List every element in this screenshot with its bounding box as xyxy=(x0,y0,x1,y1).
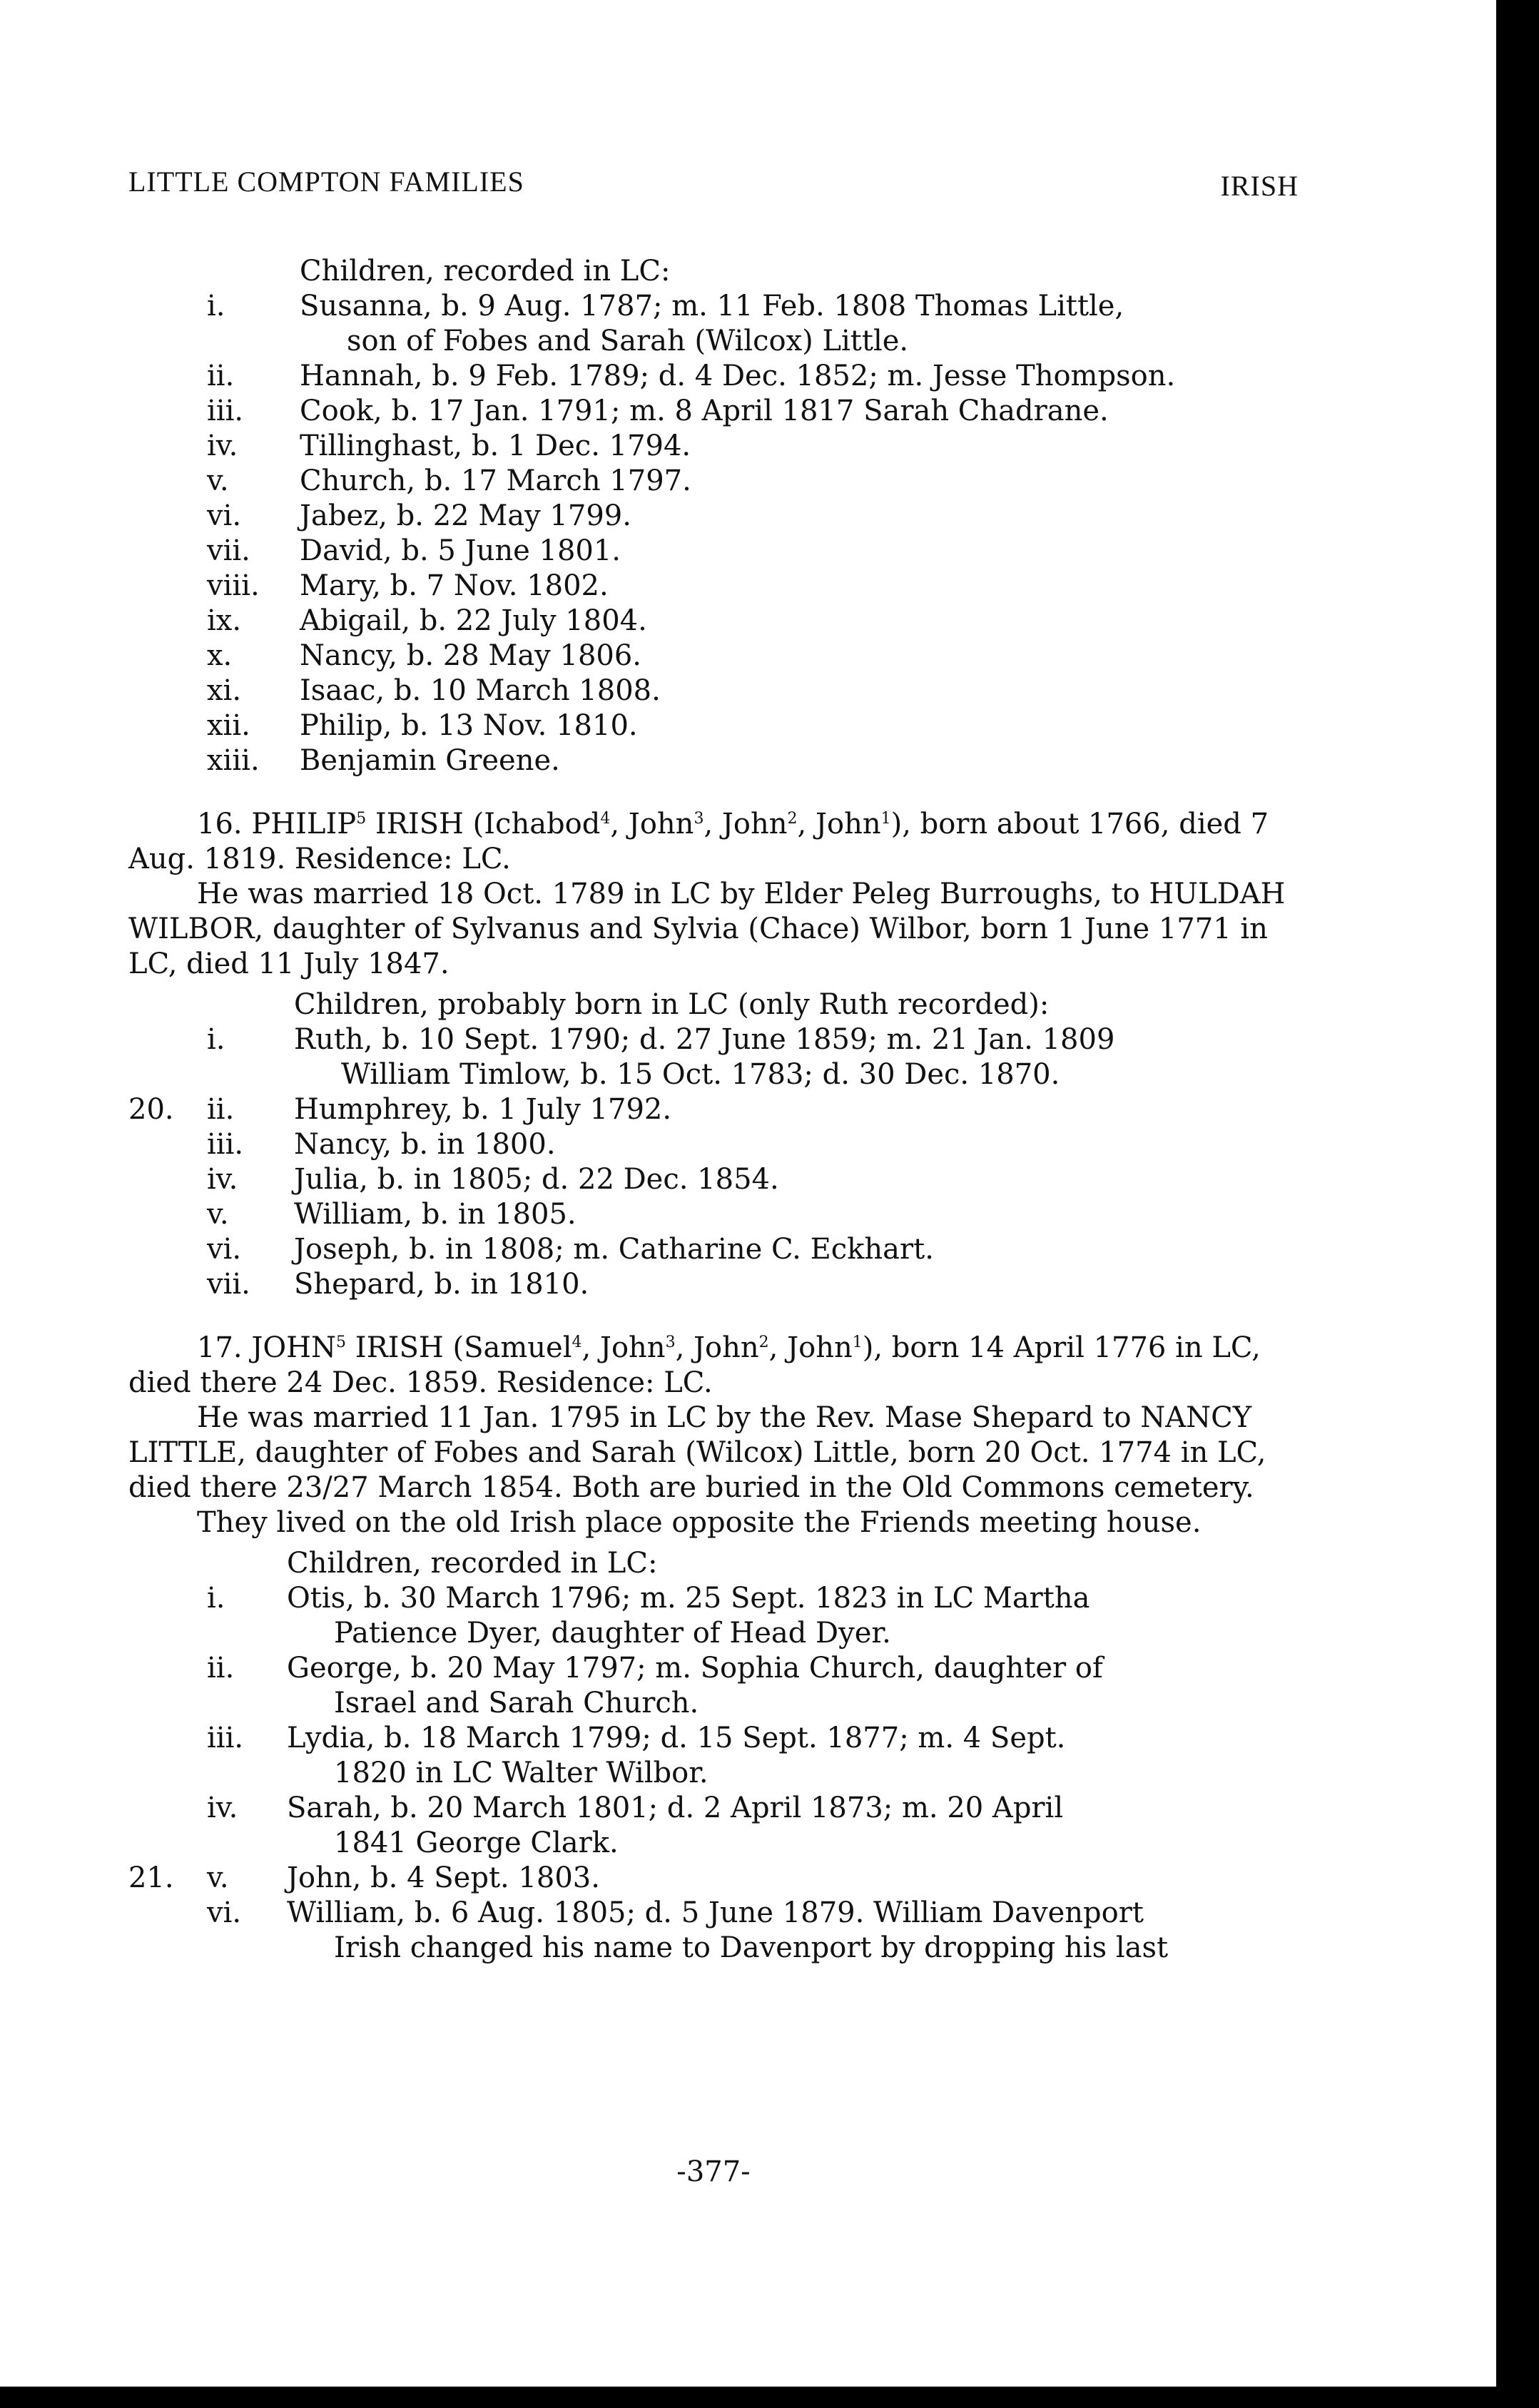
child-text-line: William Timlow, b. 15 Oct. 1783; d. 30 Dec. 1870. xyxy=(341,1058,1060,1091)
child-text-line: Church, b. 17 March 1797. xyxy=(300,464,691,497)
child-entry xyxy=(128,1651,1299,1721)
child-text-line: Jabez, b. 22 May 1799. xyxy=(300,499,631,532)
entry-text: , John xyxy=(675,1331,759,1364)
child-text xyxy=(300,569,1299,604)
child-roman-numeral: vi. xyxy=(207,499,242,532)
entry-text: IRISH (Ichabod xyxy=(366,808,601,840)
child-text-line: Mary, b. 7 Nov. 1802. xyxy=(300,569,609,602)
child-text-line: Abigail, b. 22 July 1804. xyxy=(300,604,647,637)
entry-text: , John xyxy=(581,1331,666,1364)
child-text xyxy=(300,289,1299,359)
child-entry xyxy=(128,743,1299,778)
child-text-line: son of Fobes and Sarah (Wilcox) Little. xyxy=(347,325,909,357)
generation-16-philip xyxy=(128,807,1299,1302)
scan-border-bottom xyxy=(0,2387,1539,2408)
child-text-line: Hannah, b. 9 Feb. 1789; d. 4 Dec. 1852; m. Jesse Thompson. xyxy=(300,360,1176,392)
entry-text: , John xyxy=(610,808,694,840)
child-entry xyxy=(128,1791,1299,1861)
gen-sup: 1 xyxy=(852,1333,863,1351)
child-roman-numeral: ii. xyxy=(207,360,235,392)
child-text-line: George, b. 20 May 1797; m. Sophia Church, daughter of xyxy=(287,1652,1103,1685)
gen-sup: 2 xyxy=(758,1333,769,1351)
child-roman-numeral: iv. xyxy=(207,1792,238,1824)
child-text-line: Ruth, b. 10 Sept. 1790; d. 27 June 1859; m. 21 Jan. 1809 xyxy=(294,1023,1115,1056)
child-roman-numeral: xii. xyxy=(207,709,250,742)
child-entry xyxy=(128,359,1299,394)
child-entry xyxy=(128,1127,1299,1162)
entry-heading xyxy=(128,807,1299,877)
document-page xyxy=(128,164,1299,2188)
child-text-line: Shepard, b. in 1810. xyxy=(294,1268,589,1301)
gen-sup: 5 xyxy=(356,810,367,828)
child-entry xyxy=(128,1092,1299,1127)
child-text xyxy=(300,464,1299,499)
child-text xyxy=(300,359,1299,394)
child-text-line: Julia, b. in 1805; d. 22 Dec. 1854. xyxy=(294,1163,779,1196)
entry-name: 17. JOHN xyxy=(197,1331,337,1364)
child-roman-numeral: iii. xyxy=(207,1722,244,1754)
gen-sup: 1 xyxy=(880,810,891,828)
child-roman-numeral: v. xyxy=(207,1861,229,1894)
child-roman-numeral: vii. xyxy=(207,1268,250,1301)
gen-sup: 5 xyxy=(336,1333,347,1351)
child-roman-numeral: i. xyxy=(207,1023,225,1056)
child-text xyxy=(300,499,1299,534)
child-roman-numeral: ii. xyxy=(207,1652,235,1685)
child-entry xyxy=(128,1861,1299,1896)
child-text-line: Otis, b. 30 March 1796; m. 25 Sept. 1823 in LC Martha xyxy=(287,1582,1090,1615)
child-roman-numeral: i. xyxy=(207,290,225,322)
header-surname: IRISH xyxy=(1220,170,1299,202)
child-text xyxy=(294,1022,1299,1092)
child-entry xyxy=(128,1232,1299,1267)
child-roman-numeral: ii. xyxy=(207,1093,235,1126)
child-text xyxy=(287,1581,1299,1651)
marriage-paragraph: He was married 18 Oct. 1789 in LC by Elder Peleg Burroughs, to HULDAH WILBOR, daughter of Sylvanus and Sylvia (Chace) Wilbor, born 1 June 1771 in LC, died 11 July 1847. xyxy=(128,878,1286,980)
running-header xyxy=(128,164,1299,214)
child-generation-number: 21. xyxy=(128,1861,174,1894)
gen-sup: 4 xyxy=(600,810,611,828)
child-text-line: Irish changed his name to Davenport by dropping his last xyxy=(334,1931,1169,1964)
child-entry xyxy=(128,1197,1299,1232)
child-roman-numeral: xiii. xyxy=(207,744,260,777)
child-text xyxy=(294,1197,1299,1232)
child-text-line: Benjamin Greene. xyxy=(300,744,560,777)
child-text-line: Sarah, b. 20 March 1801; d. 2 April 1873; m. 20 April xyxy=(287,1792,1064,1824)
gen-sup: 2 xyxy=(787,810,798,828)
child-text xyxy=(287,1896,1299,1966)
child-roman-numeral: iv. xyxy=(207,430,238,462)
entry-text: , John xyxy=(704,808,788,840)
child-text-line: William, b. in 1805. xyxy=(294,1198,577,1231)
child-text xyxy=(300,534,1299,569)
child-roman-numeral: iii. xyxy=(207,395,244,427)
child-text xyxy=(300,394,1299,429)
child-roman-numeral: i. xyxy=(207,1582,225,1615)
header-book-title: LITTLE COMPTON FAMILIES xyxy=(128,166,524,198)
child-roman-numeral: vi. xyxy=(207,1233,242,1266)
child-entry xyxy=(128,289,1299,359)
child-roman-numeral: x. xyxy=(207,639,233,672)
children-list-2 xyxy=(128,987,1299,1302)
child-text xyxy=(300,708,1299,743)
child-text-line: Lydia, b. 18 March 1799; d. 15 Sept. 1877; m. 4 Sept. xyxy=(287,1722,1066,1754)
child-roman-numeral: iii. xyxy=(207,1128,244,1161)
child-text-line: Cook, b. 17 Jan. 1791; m. 8 April 1817 Sarah Chadrane. xyxy=(300,395,1109,427)
children-intro: Children, recorded in LC: xyxy=(300,255,671,288)
child-text-line: 1820 in LC Walter Wilbor. xyxy=(334,1757,708,1789)
child-text xyxy=(287,1721,1299,1791)
child-text-line: Tillinghast, b. 1 Dec. 1794. xyxy=(300,430,691,462)
child-text xyxy=(294,1092,1299,1127)
child-text-line: Israel and Sarah Church. xyxy=(334,1687,699,1719)
children-list-3 xyxy=(128,1546,1299,1966)
children-list-1 xyxy=(128,254,1299,778)
children-intro: Children, probably born in LC (only Ruth recorded): xyxy=(294,988,1050,1021)
child-text-line: Nancy, b. 28 May 1806. xyxy=(300,639,642,672)
entry-text: ), born 14 April 1776 in LC, died there 24 Dec. 1859. Residence: LC. xyxy=(128,1331,1261,1399)
child-roman-numeral: v. xyxy=(207,464,229,497)
child-text-line: William, b. 6 Aug. 1805; d. 5 June 1879. William Davenport xyxy=(287,1896,1144,1929)
child-entry xyxy=(128,639,1299,674)
child-entry xyxy=(128,1162,1299,1197)
scan-border-right xyxy=(1496,0,1539,2408)
entry-text: , John xyxy=(768,1331,853,1364)
child-text xyxy=(300,639,1299,674)
child-text-line: Patience Dyer, daughter of Head Dyer. xyxy=(334,1617,891,1650)
child-text-line: Joseph, b. in 1808; m. Catharine C. Eckhart. xyxy=(294,1233,934,1266)
child-text-line: John, b. 4 Sept. 1803. xyxy=(287,1861,600,1894)
gen-sup: 3 xyxy=(694,810,704,828)
generation-17-john xyxy=(128,1331,1299,1966)
child-entry xyxy=(128,604,1299,639)
child-text xyxy=(287,1861,1299,1896)
child-entry xyxy=(128,674,1299,708)
entry-text: , John xyxy=(797,808,881,840)
child-text-line: David, b. 5 June 1801. xyxy=(300,534,621,567)
child-entry xyxy=(128,1896,1299,1966)
child-roman-numeral: v. xyxy=(207,1198,229,1231)
child-text-line: Isaac, b. 10 March 1808. xyxy=(300,674,661,707)
entry-text: ), born about 1766, died 7 Aug. 1819. Residence: LC. xyxy=(128,808,1269,875)
entry-heading xyxy=(128,1331,1299,1401)
children-intro: Children, recorded in LC: xyxy=(287,1547,658,1580)
child-text xyxy=(294,1162,1299,1197)
child-text-line: Humphrey, b. 1 July 1792. xyxy=(294,1093,672,1126)
child-generation-number: 20. xyxy=(128,1093,174,1126)
child-entry xyxy=(128,429,1299,464)
child-text xyxy=(300,429,1299,464)
gen-sup: 3 xyxy=(665,1333,676,1351)
child-text xyxy=(287,1651,1299,1721)
residence-paragraph: They lived on the old Irish place opposite the Friends meeting house. xyxy=(197,1506,1202,1539)
entry-name: 16. PHILIP xyxy=(197,808,357,840)
child-text xyxy=(294,1267,1299,1302)
child-entry xyxy=(128,569,1299,604)
child-text xyxy=(294,1232,1299,1267)
child-entry xyxy=(128,1581,1299,1651)
child-text-line: 1841 George Clark. xyxy=(334,1827,619,1859)
child-roman-numeral: vii. xyxy=(207,534,250,567)
child-text xyxy=(287,1791,1299,1861)
gen-sup: 4 xyxy=(572,1333,582,1351)
child-text xyxy=(294,1127,1299,1162)
entry-text: IRISH (Samuel xyxy=(346,1331,572,1364)
child-roman-numeral: vi. xyxy=(207,1896,242,1929)
child-text xyxy=(300,743,1299,778)
child-entry xyxy=(128,1267,1299,1302)
child-entry xyxy=(128,1721,1299,1791)
child-entry xyxy=(128,499,1299,534)
child-roman-numeral: ix. xyxy=(207,604,242,637)
child-text xyxy=(300,604,1299,639)
child-entry xyxy=(128,1022,1299,1092)
child-entry xyxy=(128,534,1299,569)
child-entry xyxy=(128,464,1299,499)
page-number: -377- xyxy=(676,2155,751,2188)
child-text-line: Nancy, b. in 1800. xyxy=(294,1128,556,1161)
child-entry xyxy=(128,708,1299,743)
child-entry xyxy=(128,394,1299,429)
child-text-line: Susanna, b. 9 Aug. 1787; m. 11 Feb. 1808 Thomas Little, xyxy=(300,290,1124,322)
child-text-line: Philip, b. 13 Nov. 1810. xyxy=(300,709,638,742)
child-text xyxy=(300,674,1299,708)
marriage-paragraph: He was married 11 Jan. 1795 in LC by the Rev. Mase Shepard to NANCY LITTLE, daughter of Fobes and Sarah (Wilcox) Little, born 20 Oct. 1774 in LC, died there 23/27 March 1854. Both are buried in the Old Commons cemetery. xyxy=(128,1401,1266,1504)
child-roman-numeral: iv. xyxy=(207,1163,238,1196)
child-roman-numeral: xi. xyxy=(207,674,242,707)
child-roman-numeral: viii. xyxy=(207,569,260,602)
